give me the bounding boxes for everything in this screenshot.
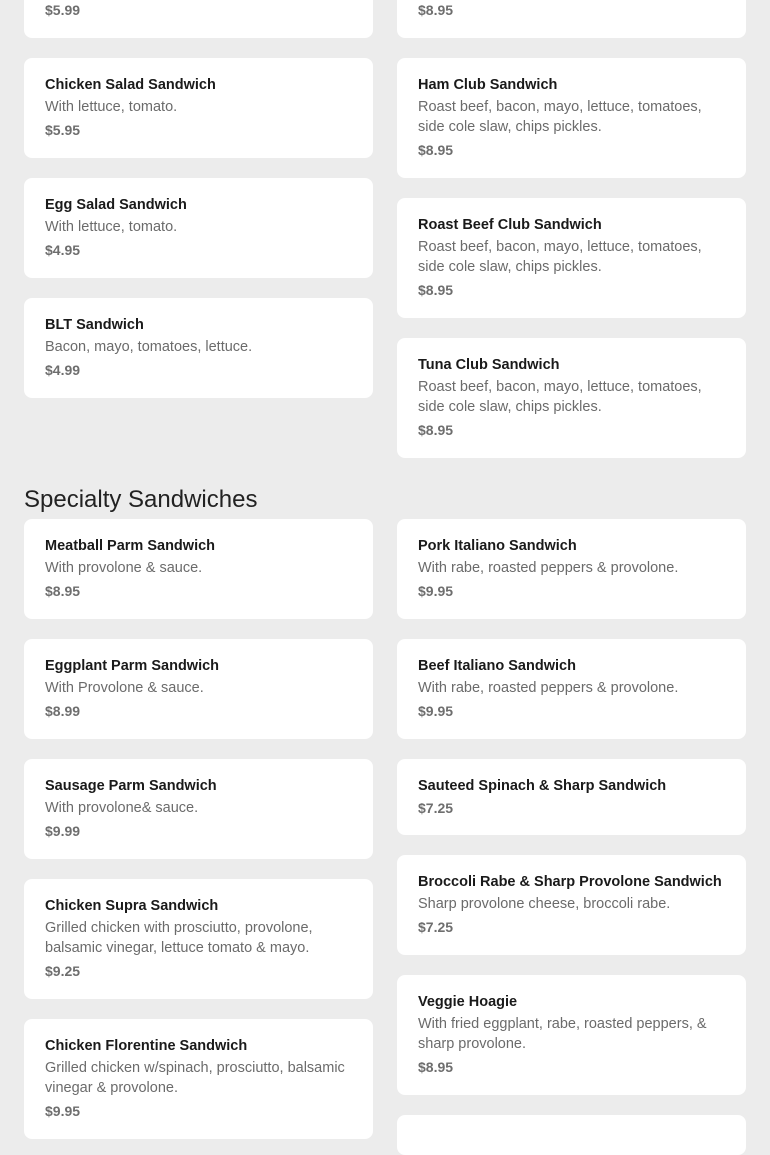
item-description: Sharp provolone cheese, broccoli rabe. — [418, 896, 671, 912]
item-description: With lettuce, tomato. — [45, 219, 178, 235]
item-description: With provolone& sauce. — [45, 800, 199, 816]
item-name: Veggie Hoagie — [418, 994, 518, 1010]
item-price: $8.95 — [418, 1059, 454, 1075]
item-price: $8.95 — [45, 583, 81, 599]
menu-item-card[interactable] — [24, 58, 373, 158]
item-price: $9.95 — [45, 1103, 81, 1119]
menu-item-card[interactable] — [24, 0, 373, 38]
item-name: Broccoli Rabe & Sharp Provolone Sandwich — [418, 874, 722, 890]
item-description: With rabe, roasted peppers & provolone. — [418, 680, 679, 696]
menu-item-card[interactable] — [397, 198, 746, 318]
menu-item-card[interactable] — [24, 519, 373, 619]
menu-item-card[interactable] — [397, 975, 746, 1095]
item-price: $9.95 — [418, 703, 454, 719]
item-price: $8.95 — [418, 142, 454, 158]
item-name: Sauteed Spinach & Sharp Sandwich — [418, 778, 667, 794]
menu-item-card[interactable] — [397, 855, 746, 955]
item-description: With lettuce, tomato. — [45, 99, 178, 115]
menu-item-card[interactable] — [24, 879, 373, 999]
item-name: Roast Beef Club Sandwich — [418, 217, 602, 233]
item-description: Grilled chicken w/spinach, prosciutto, balsamic vinegar & provolone. — [45, 1060, 345, 1096]
item-name: Egg Salad Sandwich — [45, 197, 187, 213]
item-price: $9.99 — [45, 823, 81, 839]
menu-item-card[interactable] — [397, 58, 746, 178]
menu-item-card[interactable] — [24, 759, 373, 859]
menu-item-card[interactable] — [397, 1115, 746, 1155]
item-price: $8.95 — [418, 422, 454, 438]
item-description: Bacon, mayo, tomatoes, lettuce. — [45, 339, 253, 355]
item-description: Roast beef, bacon, mayo, lettuce, tomatoes, side cole slaw, chips pickles. — [418, 239, 702, 275]
item-name: Pork Italiano Sandwich — [418, 538, 577, 554]
menu-item-card[interactable] — [24, 298, 373, 398]
item-price: $5.99 — [45, 2, 81, 18]
item-price: $5.95 — [45, 122, 81, 138]
menu-item-card[interactable] — [24, 1019, 373, 1139]
item-price: $9.25 — [45, 963, 81, 979]
item-description: With fried eggplant, rabe, roasted peppers, & sharp provolone. — [418, 1016, 707, 1052]
item-name: Beef Italiano Sandwich — [418, 658, 576, 674]
menu-item-card[interactable] — [397, 639, 746, 739]
item-price: $7.25 — [418, 919, 454, 935]
item-name: BLT Sandwich — [45, 317, 144, 333]
item-description: With Provolone & sauce. — [45, 680, 204, 696]
item-name: Meatball Parm Sandwich — [45, 538, 216, 554]
item-name: Tuna Club Sandwich — [418, 357, 560, 373]
menu-item-card[interactable] — [397, 759, 746, 835]
item-name: Eggplant Parm Sandwich — [45, 658, 220, 674]
section-title: Specialty Sandwiches — [24, 486, 258, 513]
item-description: Roast beef, bacon, mayo, lettuce, tomatoes, side cole slaw, chips pickles. — [418, 379, 702, 415]
item-price: $9.95 — [418, 583, 454, 599]
item-price: $8.99 — [45, 703, 81, 719]
item-price: $4.99 — [45, 362, 81, 378]
item-price: $7.25 — [418, 800, 454, 816]
menu-item-card[interactable] — [24, 639, 373, 739]
item-name: Chicken Salad Sandwich — [45, 77, 216, 93]
menu-item-card[interactable] — [397, 338, 746, 458]
menu-item-card[interactable] — [397, 0, 746, 38]
item-price: $8.95 — [418, 2, 454, 18]
menu-item-card[interactable] — [24, 178, 373, 278]
item-price: $8.95 — [418, 282, 454, 298]
item-price: $4.95 — [45, 242, 81, 258]
menu-item-card[interactable] — [397, 519, 746, 619]
item-name: Chicken Florentine Sandwich — [45, 1038, 248, 1054]
item-name: Sausage Parm Sandwich — [45, 778, 217, 794]
item-name: Chicken Supra Sandwich — [45, 898, 219, 914]
item-description: With rabe, roasted peppers & provolone. — [418, 560, 679, 576]
item-description: With provolone & sauce. — [45, 560, 203, 576]
item-description: Grilled chicken with prosciutto, provolone, balsamic vinegar, lettuce tomato & mayo. — [45, 920, 313, 956]
item-description: Roast beef, bacon, mayo, lettuce, tomatoes, side cole slaw, chips pickles. — [418, 99, 702, 135]
item-name: Ham Club Sandwich — [418, 77, 558, 93]
